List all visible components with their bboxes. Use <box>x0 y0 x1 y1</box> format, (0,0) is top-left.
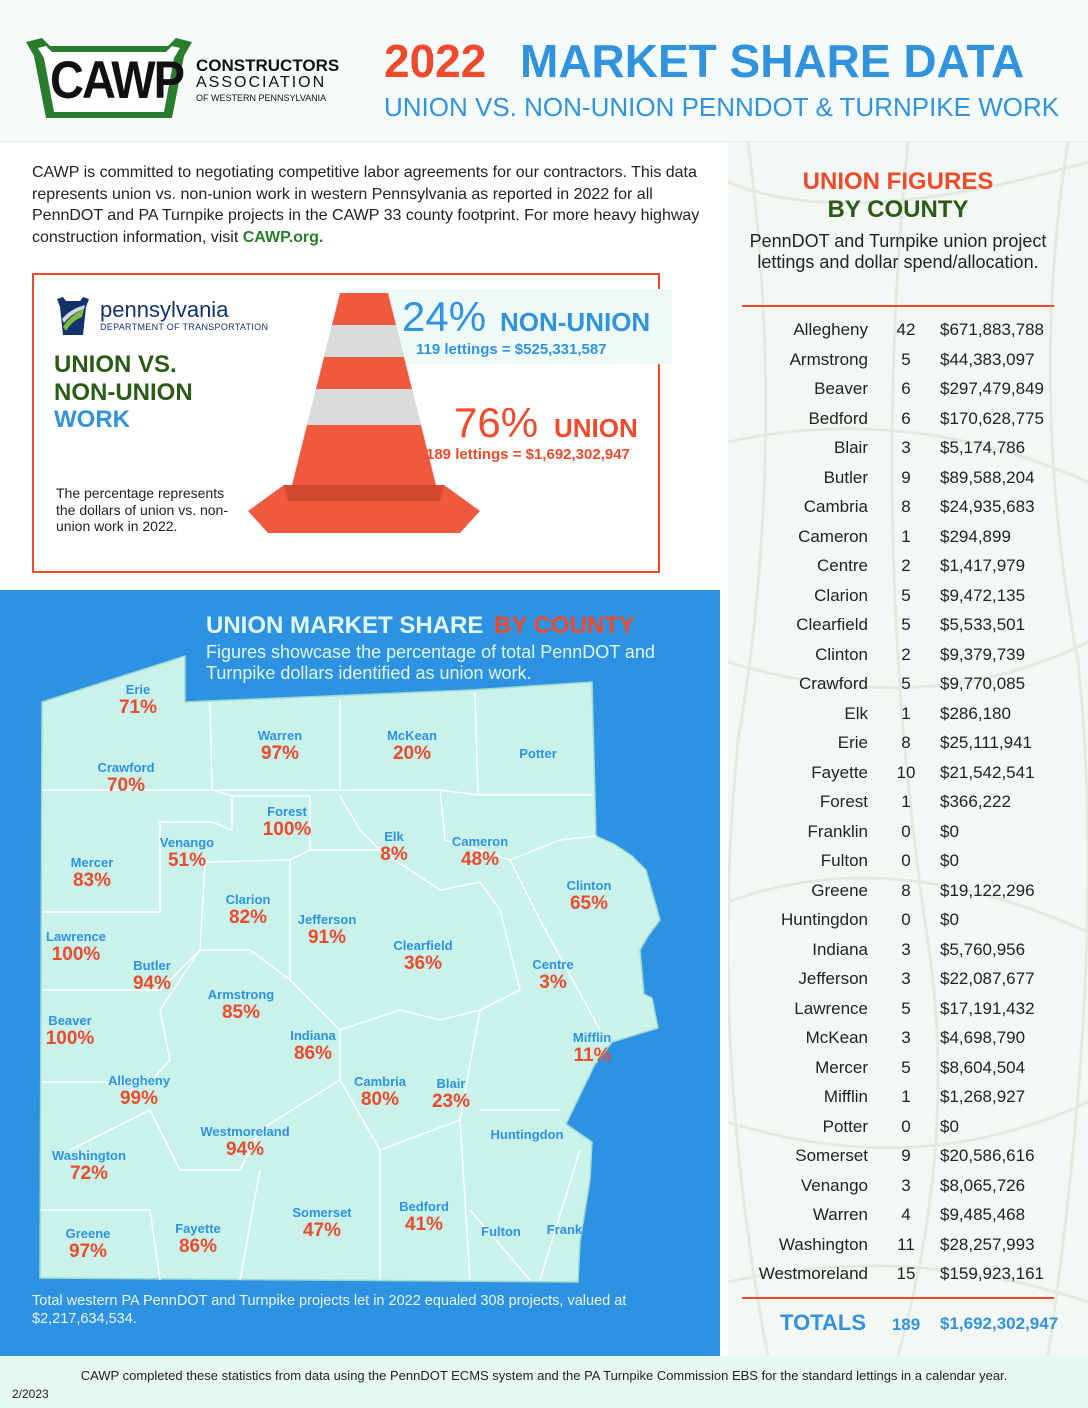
table-row: Clarion 5 $9,472,135 <box>814 585 1026 605</box>
union-detail: 189 lettings = $1,692,302,947 <box>426 446 630 463</box>
union-figures-title-2: BY COUNTY <box>827 196 969 223</box>
penndot-keystone-icon <box>54 297 92 337</box>
table-row: Erie 8 $25,111,941 <box>837 733 1033 752</box>
table-row: McKean 3 $4,698,790 <box>805 1028 1026 1047</box>
table-row: Blair 3 $5,174,786 <box>833 438 1026 457</box>
county-armstrong: Armstrong 85% <box>207 987 275 1023</box>
county-map-panel <box>0 590 720 1356</box>
county-centre: Centre 3% <box>532 957 574 993</box>
non-union-percent: 24% <box>402 293 487 340</box>
county-butler: Butler 94% <box>132 958 172 994</box>
table-row: Lawrence 5 $17,191,432 <box>794 998 1035 1018</box>
county-blair: Blair 23% <box>431 1076 471 1112</box>
county-venango: Venango 51% <box>159 835 215 871</box>
union-vs-nonunion-panel <box>32 273 660 573</box>
county-clearfield: Clearfield 36% <box>393 938 453 974</box>
panel-heading-line-2: NON-UNION <box>54 379 193 406</box>
county-fayette: Fayette 86% <box>175 1221 221 1257</box>
county-cameron: Cameron 48% <box>451 834 509 870</box>
table-row: Fulton 0 $0 <box>820 851 959 870</box>
totals-row <box>728 1310 1088 1340</box>
county-indiana: Indiana 86% <box>290 1028 336 1064</box>
county-cambria: Cambria 80% <box>353 1074 407 1110</box>
county-clarion: Clarion 82% <box>225 892 271 928</box>
totals-lettings: 189 <box>891 1315 921 1334</box>
header <box>0 0 1088 142</box>
table-top-rule <box>742 305 1054 307</box>
intro-text: CAWP is committed to negotiating competitive labor agreements for our contractors. This data represents union vs. non-union work in western Pennsylvania as reported in 2022 for all PennDOT and PA Turnpike projects in the CAWP 33 county footprint. For more heavy highway construction information, visit <box>32 164 700 246</box>
county-washington: Washington 72% <box>52 1148 126 1184</box>
county-elk: Elk 8% <box>380 829 408 865</box>
county-mercer: Mercer 83% <box>70 855 114 891</box>
table-row: Venango 3 $8,065,726 <box>800 1175 1026 1195</box>
union-figures-description: PennDOT and Turnpike union project lettings and dollar spend/allocation. <box>749 231 1047 272</box>
logo-line-2: ASSOCIATION <box>196 74 327 91</box>
county-lawrence: Lawrence 100% <box>46 929 106 965</box>
county-fulton: Fulton <box>481 1224 521 1239</box>
table-row: Allegheny 42 $671,883,788 <box>793 320 1044 339</box>
county-clinton: Clinton 65% <box>566 878 612 914</box>
county-warren: Warren 97% <box>257 728 303 764</box>
table-row: Butler 9 $89,588,204 <box>823 467 1035 487</box>
table-row: Washington 11 $28,257,993 <box>778 1234 1035 1254</box>
table-row: Mifflin 1 $1,268,927 <box>823 1087 1026 1106</box>
table-row: Bedford 6 $170,628,775 <box>808 408 1044 428</box>
logo-line-1: CONSTRUCTORS <box>196 56 340 75</box>
map-title: UNION MARKET SHARE <box>206 612 484 639</box>
table-row: Warren 4 $9,485,468 <box>812 1205 1026 1224</box>
footer <box>0 1356 1088 1408</box>
union-percent: 76% <box>454 399 539 446</box>
county-mifflin: Mifflin 11% <box>572 1030 612 1066</box>
table-row: Beaver 6 $297,479,849 <box>814 379 1044 398</box>
non-union-label: NON-UNION <box>500 307 651 337</box>
county-crawford: Crawford 70% <box>97 760 155 796</box>
table-row: Crawford 5 $9,770,085 <box>799 674 1026 693</box>
penndot-logo-dept: DEPARTMENT OF TRANSPORTATION <box>100 322 269 332</box>
total-projects-note: Total western PA PennDOT and Turnpike projects let in 2022 equaled 308 projects, valued at $2,217,634,534. <box>32 1293 627 1327</box>
map-title-accent: BY COUNTY <box>494 612 635 639</box>
county-figures-table <box>728 316 1088 1290</box>
union-label: UNION <box>554 413 638 443</box>
footer-source-note: CAWP completed these statistics from data using the PennDOT ECMS system and the PA Turnpike Commission EBS for the standard lettings in a calendar year. <box>80 1368 1008 1383</box>
union-figures-column <box>728 142 1088 1356</box>
union-figures-title: UNION FIGURES <box>802 168 994 195</box>
cawp-link[interactable]: CAWP.org. <box>242 228 324 246</box>
table-row: Forest 1 $366,222 <box>819 792 1011 811</box>
panel-heading-line-3: WORK <box>54 406 130 433</box>
table-row: Clearfield 5 $5,533,501 <box>796 615 1026 634</box>
penndot-logo-word: pennsylvania <box>100 297 229 322</box>
county-huntingdon: Huntingdon <box>490 1127 564 1142</box>
table-row: Cambria 8 $24,935,683 <box>803 497 1035 516</box>
table-row: Elk 1 $286,180 <box>844 703 1011 723</box>
table-row: Fayette 10 $21,542,541 <box>811 762 1035 782</box>
county-erie: Erie 71% <box>118 682 158 718</box>
page-title: MARKET SHARE DATA <box>520 35 1025 87</box>
county-forest: Forest 100% <box>262 804 312 840</box>
county-beaver: Beaver 100% <box>45 1013 95 1049</box>
footer-date: 2/2023 <box>12 1387 49 1401</box>
table-row: Jefferson 3 $22,087,677 <box>798 969 1035 988</box>
county-allegheny: Allegheny 99% <box>107 1073 171 1109</box>
county-westmoreland: Westmoreland 94% <box>200 1124 290 1160</box>
table-row: Armstrong 5 $44,383,097 <box>789 349 1035 369</box>
table-row: Somerset 9 $20,586,616 <box>795 1146 1035 1165</box>
table-row: Mercer 5 $8,604,504 <box>815 1057 1026 1077</box>
map-description: Figures showcase the percentage of total PennDOT and Turnpike dollars identified as union work. <box>206 642 655 683</box>
totals-amount: $1,692,302,947 <box>940 1314 1059 1333</box>
table-row: Franklin 0 $0 <box>807 821 959 841</box>
table-row: Cameron 1 $294,899 <box>798 526 1011 546</box>
title-year: 2022 <box>384 35 487 87</box>
panel-heading-line-1: UNION VS. <box>54 351 177 378</box>
county-somerset: Somerset 47% <box>292 1205 352 1241</box>
table-row: Centre 2 $1,417,979 <box>816 556 1026 575</box>
intro-paragraph <box>32 162 712 248</box>
table-row: Westmoreland 15 $159,923,161 <box>758 1264 1044 1283</box>
county-potter: Potter <box>519 746 557 761</box>
county-bedford: Bedford 41% <box>399 1199 449 1235</box>
non-union-detail: 119 lettings = $525,331,587 <box>416 341 607 358</box>
table-row: Huntingdon 0 $0 <box>781 910 959 929</box>
table-row: Potter 0 $0 <box>822 1116 959 1136</box>
county-jefferson: Jefferson 91% <box>297 912 357 948</box>
page-subtitle: UNION VS. NON-UNION PENNDOT & TURNPIKE WORK <box>384 92 1060 122</box>
table-row: Clinton 2 $9,379,739 <box>815 644 1026 664</box>
totals-label: TOTALS <box>780 1310 866 1335</box>
table-row: Greene 8 $19,122,296 <box>811 880 1035 900</box>
logo-wordmark: CAWP <box>50 49 183 110</box>
county-mckean: McKean 20% <box>387 728 437 764</box>
percentage-note: The percentage represents the dollars of union vs. non-union work in 2022. <box>56 485 228 534</box>
logo-line-3: OF WESTERN PENNSYLVANIA <box>196 93 327 103</box>
county-greene: Greene 97% <box>65 1226 111 1262</box>
table-bottom-rule <box>742 1297 1054 1299</box>
table-row: Indiana 3 $5,760,956 <box>812 939 1026 959</box>
county-franklin: Franklin <box>546 1222 598 1237</box>
